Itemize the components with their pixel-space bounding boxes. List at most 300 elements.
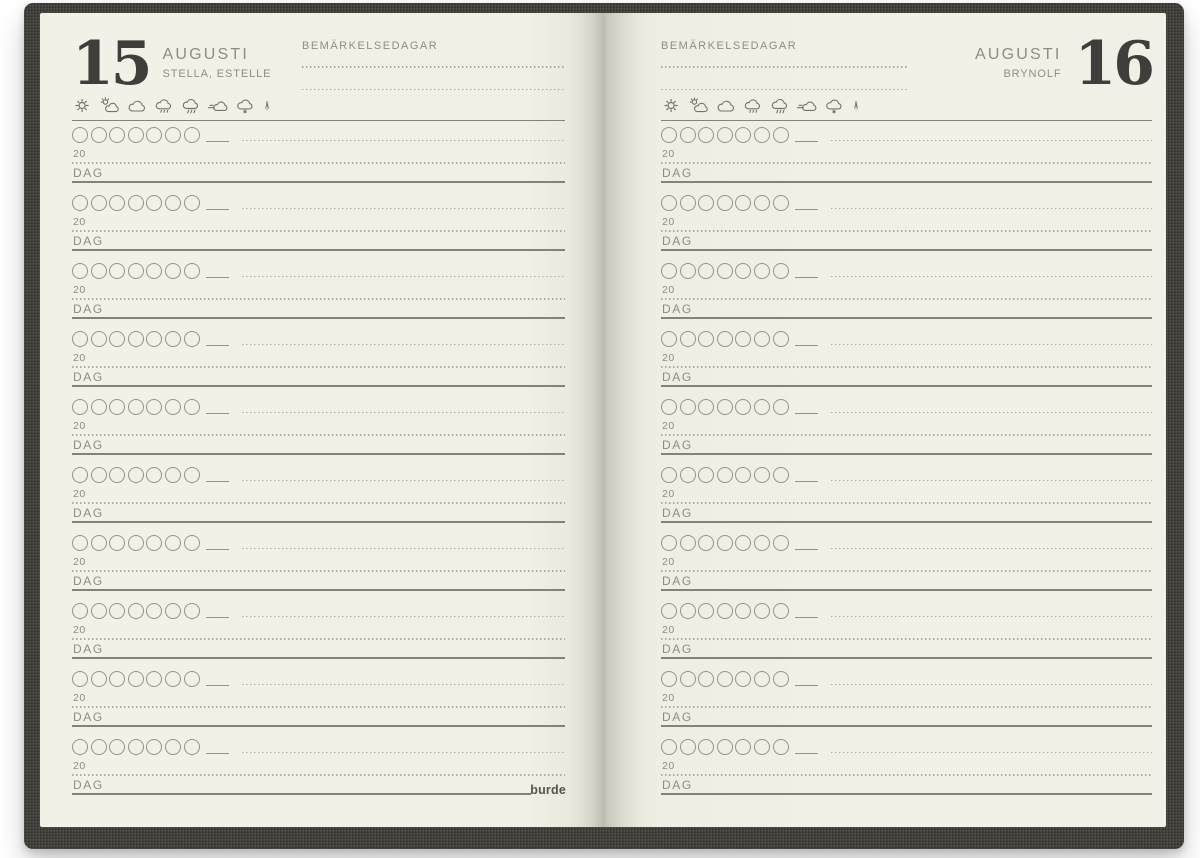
- entry-row: [661, 331, 1152, 399]
- entry-circle: [717, 671, 733, 687]
- entry-row: [661, 739, 1152, 807]
- entry-dotted-line: [831, 548, 1152, 550]
- entry-circle: [661, 195, 677, 211]
- entry-short-line: [795, 685, 818, 687]
- entry-circle: [661, 467, 677, 483]
- circles-line: [661, 535, 1152, 551]
- entry-circle: [91, 399, 107, 415]
- day-number: 15: [72, 29, 150, 99]
- entry-rows: [72, 127, 565, 807]
- entry-circle: [680, 263, 696, 279]
- entry-circle: [735, 127, 751, 143]
- entry-circle: [91, 603, 107, 619]
- day-word-label: DAG: [73, 778, 104, 792]
- entry-circle: [680, 195, 696, 211]
- entry-circle: [680, 739, 696, 755]
- day-rule: [72, 521, 565, 523]
- entry-short-line: [206, 141, 229, 143]
- entry-circle: [128, 739, 144, 755]
- year-prefix-label: 20: [73, 692, 86, 704]
- year-dotted-line: [72, 502, 565, 504]
- entry-circle: [91, 739, 107, 755]
- entry-circle: [146, 739, 162, 755]
- entry-circle: [72, 399, 88, 415]
- entry-circle: [735, 467, 751, 483]
- entry-circle: [72, 331, 88, 347]
- day-word-label: DAG: [662, 370, 693, 384]
- circles-line: [661, 603, 1152, 619]
- day-rule: [661, 453, 1152, 455]
- day-word-label: DAG: [73, 370, 104, 384]
- entry-circle: [109, 331, 125, 347]
- day-rule: [72, 657, 565, 659]
- entry-circle: [165, 195, 181, 211]
- day-rule: [661, 657, 1152, 659]
- entry-circle: [773, 331, 789, 347]
- entry-circle: [128, 399, 144, 415]
- circles-line: [661, 399, 1152, 415]
- circles-line: [661, 739, 1152, 755]
- diary-book: [24, 3, 1184, 849]
- entry-circle: [698, 739, 714, 755]
- entry-circle: [109, 603, 125, 619]
- entry-circle: [72, 195, 88, 211]
- entry-circle: [184, 535, 200, 551]
- day-word-label: DAG: [662, 302, 693, 316]
- circles-line: [661, 671, 1152, 687]
- circles-line: [661, 127, 1152, 143]
- entry-short-line: [206, 617, 229, 619]
- entry-circle: [165, 127, 181, 143]
- entry-circle: [109, 399, 125, 415]
- entry-circle: [165, 263, 181, 279]
- remarks-section: [661, 40, 907, 90]
- entry-row: [72, 739, 565, 807]
- entry-circle: [773, 263, 789, 279]
- entry-circle: [754, 263, 770, 279]
- entry-circle: [109, 739, 125, 755]
- entry-circle: [735, 331, 751, 347]
- entry-circle: [109, 535, 125, 551]
- day-word-label: DAG: [662, 166, 693, 180]
- year-prefix-label: 20: [73, 556, 86, 568]
- entry-circle: [165, 739, 181, 755]
- entry-circle: [754, 127, 770, 143]
- entry-dotted-line: [831, 344, 1152, 346]
- entry-circle: [754, 195, 770, 211]
- circles-line: [661, 263, 1152, 279]
- year-prefix-label: 20: [662, 760, 675, 772]
- entry-dotted-line: [831, 140, 1152, 142]
- entry-circle: [773, 195, 789, 211]
- entry-circle: [754, 331, 770, 347]
- year-dotted-line: [72, 706, 565, 708]
- circles-line: [661, 195, 1152, 211]
- entry-dotted-line: [242, 140, 565, 142]
- year-dotted-line: [661, 162, 1152, 164]
- entry-circle: [184, 195, 200, 211]
- year-dotted-line: [661, 570, 1152, 572]
- entry-circle: [146, 263, 162, 279]
- entry-circle: [128, 467, 144, 483]
- entry-circle: [661, 603, 677, 619]
- circles-line: [72, 195, 565, 211]
- entry-circle: [735, 263, 751, 279]
- entry-short-line: [795, 345, 818, 347]
- entry-circle: [698, 331, 714, 347]
- entry-short-line: [795, 753, 818, 755]
- entry-circle: [717, 739, 733, 755]
- entry-circle: [184, 331, 200, 347]
- circles-line: [72, 671, 565, 687]
- day-rule: [661, 249, 1152, 251]
- entry-circle: [717, 331, 733, 347]
- entry-circle: [128, 331, 144, 347]
- day-word-label: DAG: [662, 778, 693, 792]
- remarks-dotted-line: [302, 89, 565, 91]
- entry-short-line: [206, 345, 229, 347]
- entry-row: [661, 195, 1152, 263]
- entry-circle: [72, 535, 88, 551]
- entry-circle: [165, 331, 181, 347]
- year-prefix-label: 20: [662, 692, 675, 704]
- entry-circle: [680, 127, 696, 143]
- year-dotted-line: [72, 434, 565, 436]
- rain-cloud-icon: [742, 96, 764, 115]
- year-prefix-label: 20: [73, 624, 86, 636]
- year-dotted-line: [72, 162, 565, 164]
- day-rule: [72, 589, 565, 591]
- day-rule: [72, 317, 565, 319]
- remarks-dotted-line: [302, 66, 565, 68]
- day-word-label: DAG: [662, 710, 693, 724]
- entry-circle: [698, 603, 714, 619]
- entry-circle: [165, 671, 181, 687]
- entry-circle: [661, 535, 677, 551]
- entry-circle: [698, 399, 714, 415]
- circles-line: [72, 127, 565, 143]
- wind-cloud-icon: [207, 96, 229, 115]
- day-meta: [163, 39, 272, 80]
- year-dotted-line: [72, 570, 565, 572]
- entry-circle: [754, 535, 770, 551]
- entry-dotted-line: [242, 684, 565, 686]
- day-meta: [975, 39, 1062, 80]
- entry-short-line: [206, 277, 229, 279]
- entry-row: [661, 535, 1152, 603]
- year-prefix-label: 20: [73, 352, 86, 364]
- entry-circle: [165, 399, 181, 415]
- entry-circle: [184, 603, 200, 619]
- entry-circle: [72, 671, 88, 687]
- entry-circle: [146, 603, 162, 619]
- entry-circle: [128, 263, 144, 279]
- entry-short-line: [206, 685, 229, 687]
- day-rule: [661, 793, 1152, 795]
- entry-circle: [128, 603, 144, 619]
- entry-circle: [754, 399, 770, 415]
- namedays-label: BRYNOLF: [1003, 68, 1062, 80]
- entry-circle: [698, 195, 714, 211]
- entry-circle: [773, 739, 789, 755]
- entry-dotted-line: [242, 548, 565, 550]
- entry-circle: [680, 603, 696, 619]
- remarks-label: BEMÄRKELSEDAGAR: [302, 40, 439, 52]
- entry-circle: [109, 467, 125, 483]
- entry-short-line: [206, 753, 229, 755]
- entry-circle: [146, 399, 162, 415]
- entry-circle: [184, 739, 200, 755]
- entry-circle: [717, 399, 733, 415]
- entry-dotted-line: [242, 480, 565, 482]
- entry-circle: [773, 671, 789, 687]
- day-rule: [661, 725, 1152, 727]
- day-rule: [661, 317, 1152, 319]
- year-dotted-line: [661, 706, 1152, 708]
- year-dotted-line: [661, 230, 1152, 232]
- entry-row: [72, 603, 565, 671]
- entry-circle: [680, 535, 696, 551]
- year-prefix-label: 20: [73, 420, 86, 432]
- thermometer-icon: [850, 96, 862, 115]
- circles-line: [72, 399, 565, 415]
- entry-circle: [680, 467, 696, 483]
- snow-cloud-icon: [823, 96, 845, 115]
- entry-short-line: [206, 209, 229, 211]
- day-word-label: DAG: [73, 438, 104, 452]
- entry-circle: [698, 671, 714, 687]
- day-number: 16: [1074, 29, 1152, 99]
- sun-icon: [72, 96, 94, 115]
- diary-spread: [40, 13, 1166, 827]
- entry-circle: [184, 127, 200, 143]
- day-rule: [72, 453, 565, 455]
- entry-dotted-line: [831, 412, 1152, 414]
- day-word-label: DAG: [662, 234, 693, 248]
- entry-dotted-line: [831, 752, 1152, 754]
- entry-circle: [146, 195, 162, 211]
- entry-circle: [680, 671, 696, 687]
- year-prefix-label: 20: [73, 760, 86, 772]
- entry-circle: [717, 263, 733, 279]
- entry-circle: [717, 195, 733, 211]
- year-dotted-line: [661, 774, 1152, 776]
- entry-circle: [91, 535, 107, 551]
- remarks-section: [302, 40, 565, 90]
- day-word-label: DAG: [73, 574, 104, 588]
- entry-circle: [773, 127, 789, 143]
- sun-behind-cloud-icon: [688, 96, 710, 115]
- weather-row: [72, 96, 273, 115]
- page-header: [72, 13, 565, 121]
- entry-circle: [754, 467, 770, 483]
- entry-circle: [754, 671, 770, 687]
- entry-circle: [773, 603, 789, 619]
- page-header: [661, 13, 1152, 121]
- entry-circle: [661, 671, 677, 687]
- entry-circle: [184, 671, 200, 687]
- month-label: AUGUSTI: [162, 46, 250, 63]
- snow-cloud-icon: [234, 96, 256, 115]
- entry-row: [661, 127, 1152, 195]
- entry-circle: [717, 127, 733, 143]
- entry-row: [661, 671, 1152, 739]
- entry-circle: [109, 263, 125, 279]
- day-word-label: DAG: [73, 710, 104, 724]
- entry-circle: [72, 739, 88, 755]
- entry-circle: [661, 399, 677, 415]
- entry-circle: [128, 127, 144, 143]
- entry-short-line: [795, 481, 818, 483]
- entry-dotted-line: [242, 344, 565, 346]
- entry-row: [72, 467, 565, 535]
- entry-circle: [717, 467, 733, 483]
- entry-short-line: [795, 277, 818, 279]
- entry-row: [72, 671, 565, 739]
- year-prefix-label: 20: [73, 488, 86, 500]
- sun-icon: [661, 96, 683, 115]
- entry-circle: [184, 399, 200, 415]
- year-prefix-label: 20: [662, 556, 675, 568]
- circles-line: [72, 467, 565, 483]
- month-label: AUGUSTI: [974, 46, 1062, 63]
- entry-dotted-line: [831, 480, 1152, 482]
- entry-row: [661, 467, 1152, 535]
- entry-row: [661, 399, 1152, 467]
- entry-circle: [109, 195, 125, 211]
- year-prefix-label: 20: [662, 216, 675, 228]
- entry-circle: [698, 467, 714, 483]
- day-rule: [72, 249, 565, 251]
- rain-cloud-icon: [153, 96, 175, 115]
- year-dotted-line: [661, 366, 1152, 368]
- entry-row: [72, 127, 565, 195]
- day-rule: [661, 589, 1152, 591]
- heavy-rain-cloud-icon: [180, 96, 202, 115]
- year-prefix-label: 20: [662, 420, 675, 432]
- year-prefix-label: 20: [662, 284, 675, 296]
- year-prefix-label: 20: [73, 284, 86, 296]
- entry-circle: [735, 399, 751, 415]
- day-word-label: DAG: [662, 642, 693, 656]
- day-word-label: DAG: [662, 438, 693, 452]
- entry-row: [72, 195, 565, 263]
- entry-dotted-line: [242, 616, 565, 618]
- cloud-icon: [126, 96, 148, 115]
- day-word-label: DAG: [73, 642, 104, 656]
- day-word-label: DAG: [73, 234, 104, 248]
- entry-circle: [735, 739, 751, 755]
- day-word-label: DAG: [73, 166, 104, 180]
- entry-circle: [661, 739, 677, 755]
- entry-circle: [109, 671, 125, 687]
- day-word-label: DAG: [73, 302, 104, 316]
- day-rule: [72, 793, 531, 795]
- entry-dotted-line: [242, 276, 565, 278]
- entry-rows: [661, 127, 1152, 807]
- entry-circle: [109, 127, 125, 143]
- year-dotted-line: [72, 774, 565, 776]
- heavy-rain-cloud-icon: [769, 96, 791, 115]
- entry-circle: [91, 331, 107, 347]
- header-rule: [72, 120, 565, 122]
- circles-line: [72, 603, 565, 619]
- day-word-label: DAG: [662, 506, 693, 520]
- entry-short-line: [795, 617, 818, 619]
- circles-line: [661, 331, 1152, 347]
- entry-dotted-line: [831, 276, 1152, 278]
- day-header: [974, 29, 1152, 99]
- circles-line: [72, 535, 565, 551]
- circles-line: [72, 263, 565, 279]
- year-prefix-label: 20: [662, 352, 675, 364]
- sun-behind-cloud-icon: [99, 96, 121, 115]
- entry-circle: [72, 127, 88, 143]
- entry-circle: [661, 127, 677, 143]
- entry-circle: [698, 263, 714, 279]
- year-dotted-line: [72, 638, 565, 640]
- brand-logo: burde: [530, 783, 566, 797]
- entry-circle: [165, 535, 181, 551]
- header-rule: [661, 120, 1152, 122]
- entry-circle: [661, 331, 677, 347]
- entry-circle: [91, 127, 107, 143]
- entry-circle: [773, 399, 789, 415]
- entry-dotted-line: [831, 616, 1152, 618]
- day-rule: [661, 181, 1152, 183]
- entry-row: [72, 331, 565, 399]
- entry-circle: [680, 399, 696, 415]
- year-prefix-label: 20: [73, 216, 86, 228]
- entry-circle: [91, 195, 107, 211]
- wind-cloud-icon: [796, 96, 818, 115]
- entry-circle: [72, 603, 88, 619]
- entry-circle: [146, 331, 162, 347]
- entry-circle: [72, 467, 88, 483]
- day-rule: [72, 181, 565, 183]
- entry-dotted-line: [242, 412, 565, 414]
- entry-circle: [735, 603, 751, 619]
- entry-circle: [717, 535, 733, 551]
- entry-circle: [128, 671, 144, 687]
- entry-row: [661, 263, 1152, 331]
- day-rule: [72, 725, 565, 727]
- entry-circle: [754, 603, 770, 619]
- entry-row: [72, 263, 565, 331]
- day-header: [72, 29, 272, 99]
- entry-circle: [91, 263, 107, 279]
- page-left: [40, 13, 603, 827]
- entry-circle: [184, 467, 200, 483]
- year-dotted-line: [661, 638, 1152, 640]
- entry-dotted-line: [242, 752, 565, 754]
- circles-line: [72, 331, 565, 347]
- year-dotted-line: [72, 298, 565, 300]
- entry-short-line: [795, 413, 818, 415]
- entry-circle: [184, 263, 200, 279]
- day-word-label: DAG: [662, 574, 693, 588]
- year-prefix-label: 20: [662, 148, 675, 160]
- entry-row: [72, 399, 565, 467]
- entry-short-line: [795, 549, 818, 551]
- entry-circle: [165, 467, 181, 483]
- entry-short-line: [206, 413, 229, 415]
- entry-circle: [91, 671, 107, 687]
- year-dotted-line: [661, 298, 1152, 300]
- entry-circle: [735, 195, 751, 211]
- entry-circle: [773, 535, 789, 551]
- entry-circle: [128, 195, 144, 211]
